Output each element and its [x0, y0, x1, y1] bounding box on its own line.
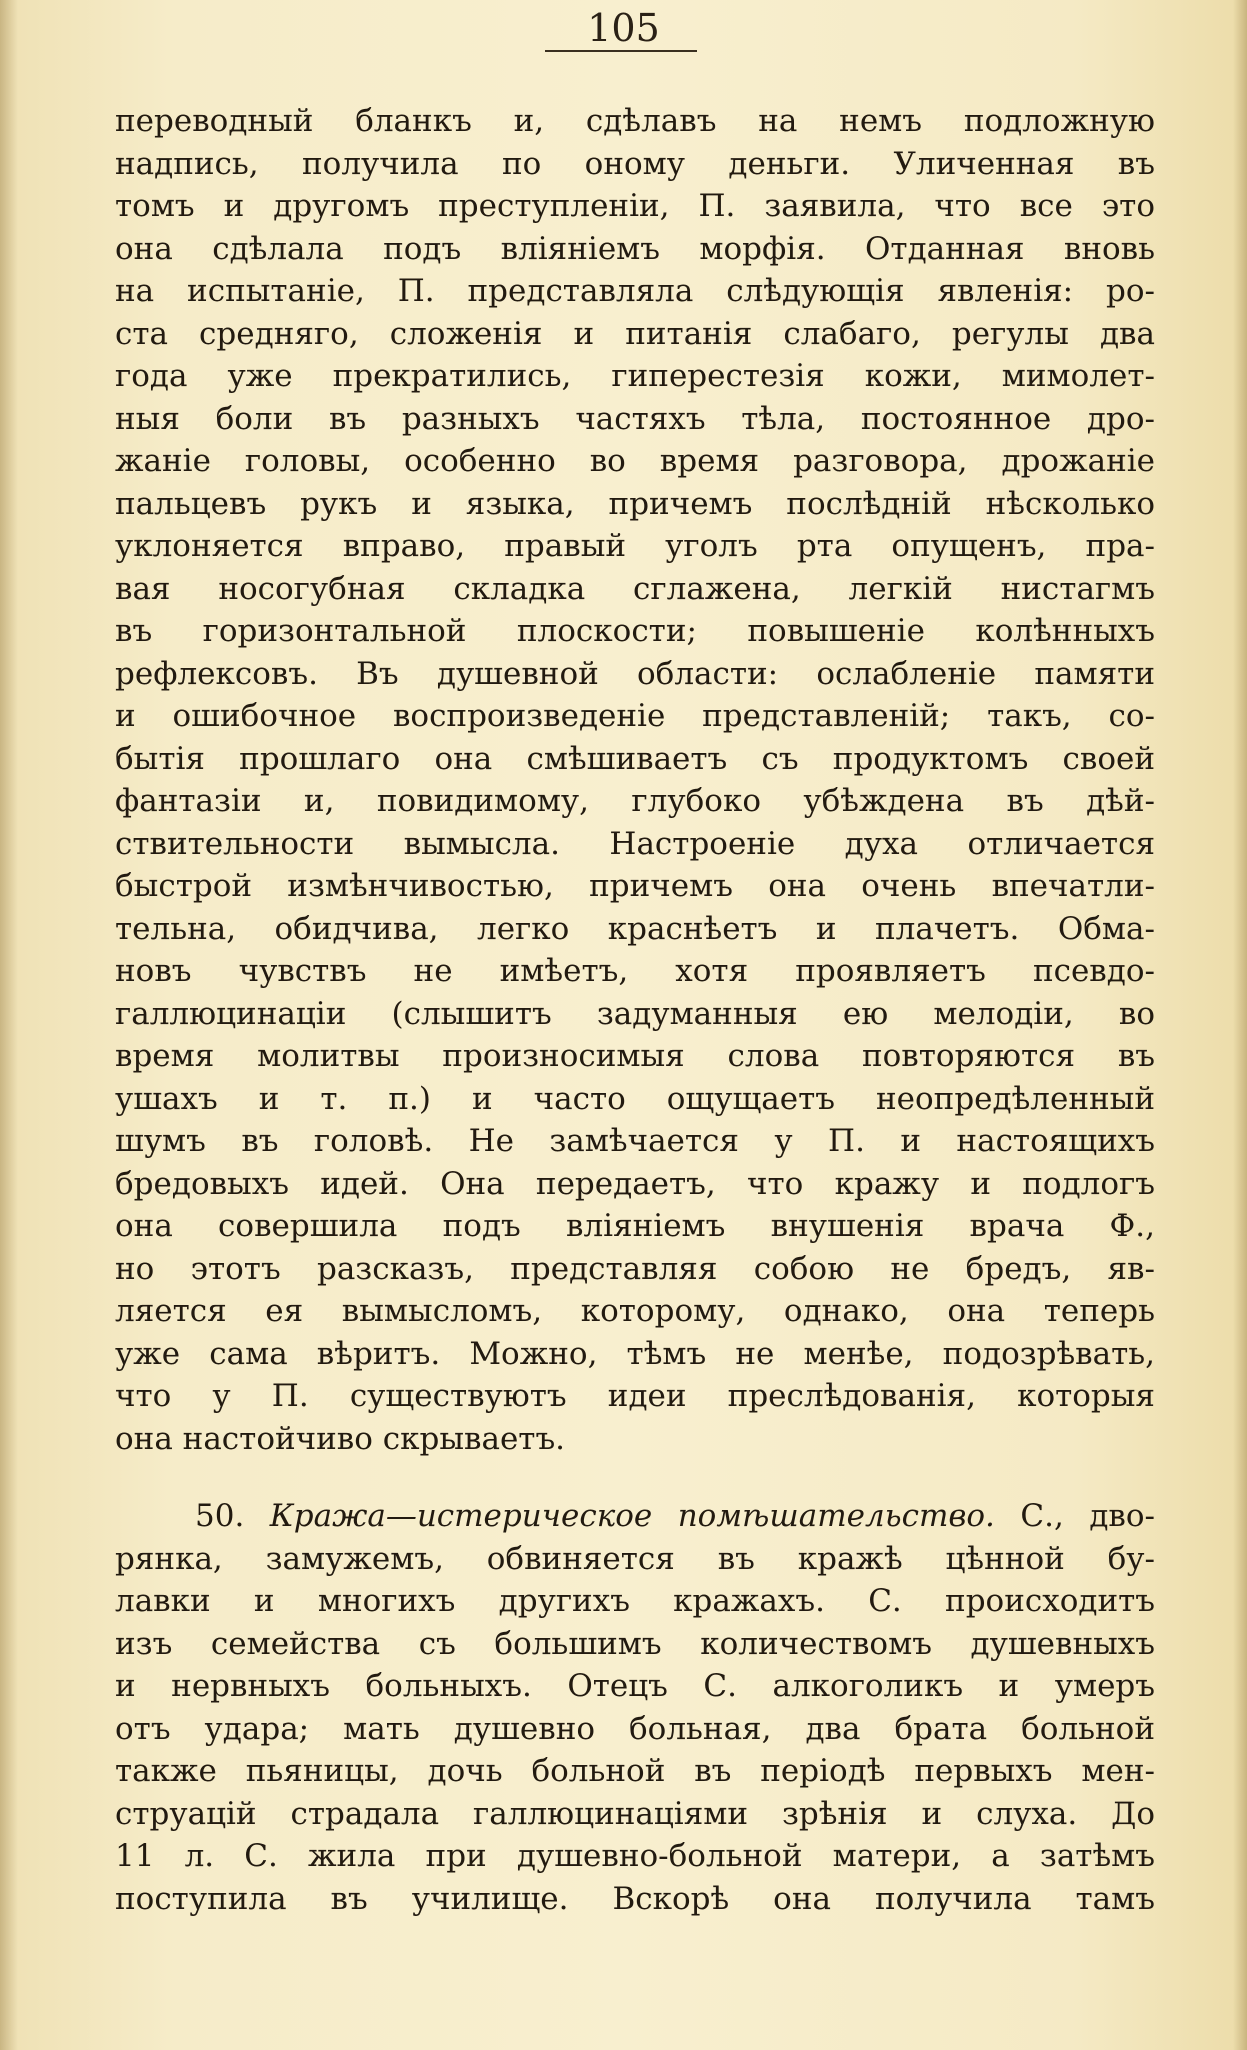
text-line: уклоняется вправо, правый уголъ рта опущенъ, пра- — [115, 528, 1155, 564]
text-line: струацій страдала галлюцинаціями зрѣнія и слуха. До — [115, 1795, 1155, 1832]
text-line: поступила въ училище. Вскорѣ она получила тамъ — [115, 1880, 1155, 1917]
text-line: ляется ея вымысломъ, которому, однако, она теперь — [115, 1293, 1155, 1329]
text-line: пальцевъ рукъ и языка, причемъ послѣдній нѣсколько — [115, 485, 1155, 522]
heading-line-text: С., дво- — [1020, 1498, 1155, 1534]
text-line: шумъ въ головѣ. Не замѣчается у П. и настоящихъ — [115, 1123, 1155, 1159]
header-rule — [545, 50, 697, 52]
text-line: что у П. существуютъ идеи преслѣдованія, которыя — [115, 1378, 1155, 1414]
spine-shadow — [0, 0, 18, 2050]
text-line: ствительности вымысла. Настроеніе духа отличается — [115, 825, 1155, 862]
text-line: лавки и многихъ другихъ кражахъ. С. происходитъ — [115, 1583, 1155, 1619]
section-title: Кража—истерическое помѣшательство. — [269, 1498, 995, 1534]
text-line: и нервныхъ больныхъ. Отецъ С. алкоголикъ и умеръ — [115, 1668, 1155, 1704]
text-line: вая носогубная складка сглажена, легкій нистагмъ — [115, 570, 1155, 607]
text-line: тельна, обидчива, легко краснѣетъ и плачетъ. Обма- — [115, 910, 1155, 947]
text-line: жаніе головы, особенно во время разговора, дрожаніе — [115, 443, 1155, 479]
section-number: 50. — [195, 1498, 245, 1534]
text-line: года уже прекратились, гиперестезія кожи, мимолет- — [115, 358, 1155, 394]
text-line: также пьяницы, дочь больной въ періодѣ первыхъ мен- — [115, 1753, 1155, 1789]
text-line: бытія прошлаго она смѣшиваетъ съ продуктомъ своей — [115, 740, 1155, 777]
text-line: ныя боли въ разныхъ частяхъ тѣла, постоянное дро- — [115, 400, 1155, 437]
paragraph-1 — [115, 100, 1155, 1460]
text-line: на испытаніе, П. представляла слѣдующія явленія: ро- — [115, 273, 1155, 309]
text-line: время молитвы произносимыя слова повторяются въ — [115, 1038, 1155, 1074]
text-line: изъ семейства съ большимъ количествомъ душевныхъ — [115, 1625, 1155, 1662]
text-line: въ горизонтальной плоскости; повышеніе колѣнныхъ — [115, 613, 1155, 649]
text-line: отъ удара; мать душевно больная, два брата больной — [115, 1710, 1155, 1747]
text-line: и ошибочное воспроизведеніе представленій; такъ, со- — [115, 698, 1155, 734]
section-heading-line — [115, 1495, 1155, 1538]
edge-shadow — [1233, 0, 1247, 2050]
text-line: переводный бланкъ и, сдѣлавъ на немъ подложную — [115, 103, 1155, 139]
text-line: новъ чувствъ не имѣетъ, хотя проявляетъ псевдо- — [115, 953, 1155, 989]
page-number: 105 — [587, 6, 660, 50]
text-line: томъ и другомъ преступленіи, П. заявила, что все это — [115, 188, 1155, 224]
text-line: ушахъ и т. п.) и часто ощущаетъ неопредѣленный — [115, 1080, 1155, 1117]
text-line: уже сама вѣритъ. Можно, тѣмъ не менѣе, подозрѣвать, — [115, 1335, 1155, 1372]
text-line: она совершила подъ вліяніемъ внушенія врача Ф., — [115, 1208, 1155, 1244]
text-line: бредовыхъ идей. Она передаетъ, что кражу и подлогъ — [115, 1165, 1155, 1202]
paragraph-2 — [115, 1495, 1155, 1920]
text-line: фантазіи и, повидимому, глубоко убѣждена въ дѣй- — [115, 783, 1155, 819]
text-line: рянка, замужемъ, обвиняется въ кражѣ цѣнной бу- — [115, 1540, 1155, 1577]
text-line: 11 л. С. жила при душевно-больной матери, а затѣмъ — [115, 1838, 1155, 1874]
text-line: но этотъ разсказъ, представляя собою не бредъ, яв- — [115, 1250, 1155, 1287]
text-line: ста средняго, сложенія и питанія слабаго, регулы два — [115, 315, 1155, 352]
text-line: рефлексовъ. Въ душевной области: ослабленіе памяти — [115, 655, 1155, 692]
text-line: надпись, получила по оному деньги. Уличенная въ — [115, 145, 1155, 182]
text-line: она настойчиво скрываетъ. — [115, 1420, 566, 1457]
text-line: она сдѣлала подъ вліяніемъ морфія. Отданная вновь — [115, 230, 1155, 267]
text-line: галлюцинаціи (слышитъ задуманныя ею мелодіи, во — [115, 995, 1155, 1032]
text-line: быстрой измѣнчивостью, причемъ она очень впечатли- — [115, 868, 1155, 904]
